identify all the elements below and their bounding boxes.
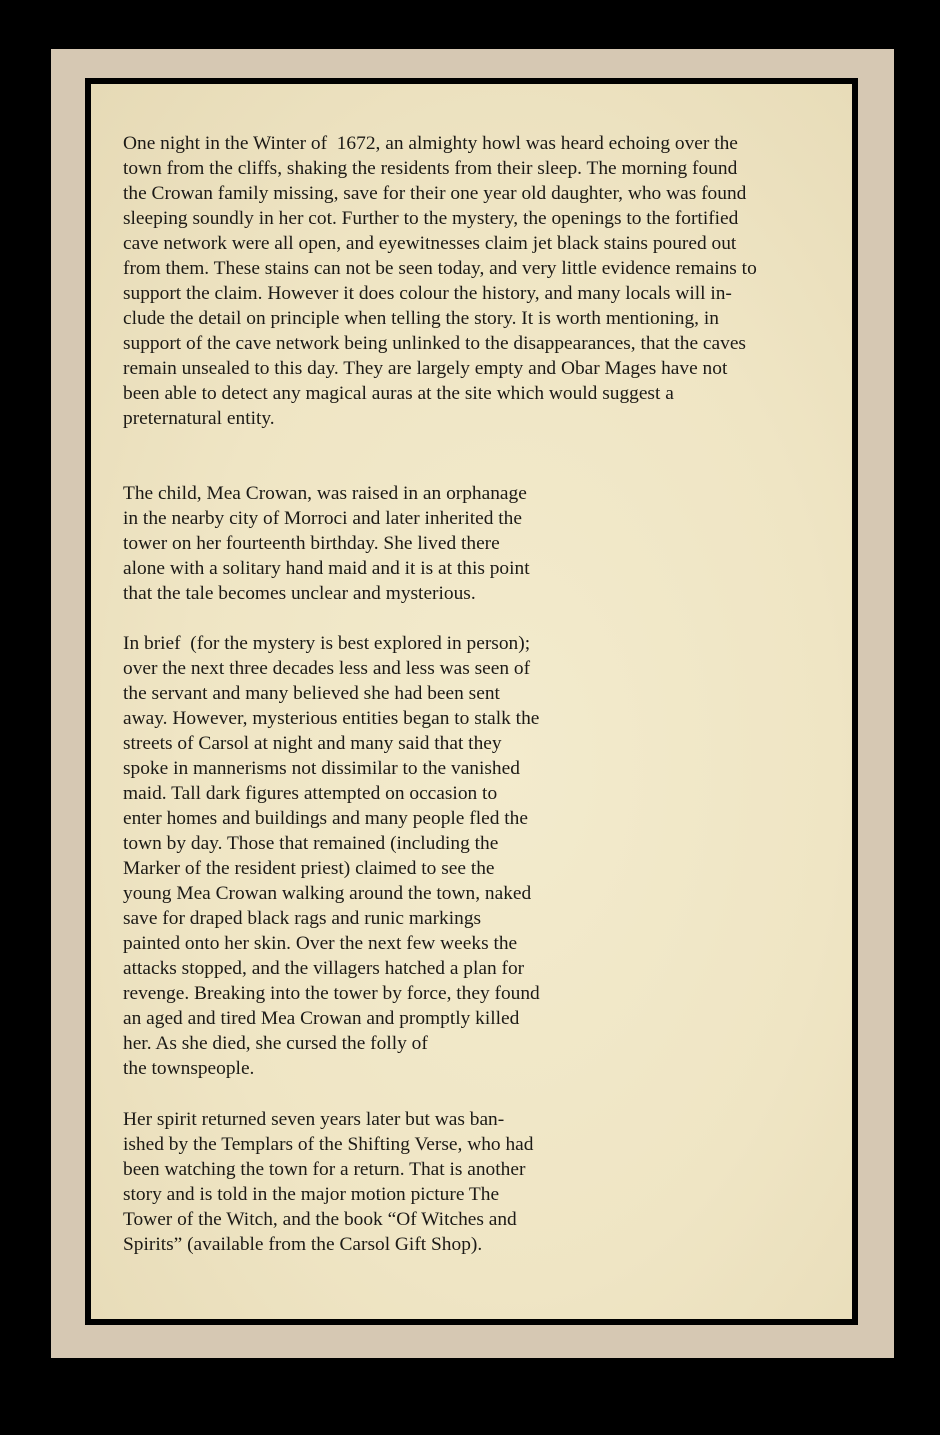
paragraph-mea-crowan: The child, Mea Crowan, was raised in an orphanage in the nearby city of Morroci and later inherited the tower on her fourteenth birthday. She lived there alone with a solitary hand maid and it is at this point that the tale becomes unclear and mysterious. [123,483,530,604]
paragraph-in-brief: In brief (for the mystery is best explored in person); over the next three decades less and less was seen of the servant and many believed she had been sent away. However, mysterious entities began to stalk the streets of Carsol at night and many said that they spoke in mannerisms not dissimilar to the vanished maid. Tall dark figures attempted on occasion to enter homes and buildings and many people fled the town by day. Those that remained (including the Marker of the resident priest) claimed to see the young Mea Crowan walking around the town, naked save for draped black rags and runic markings painted onto her skin. Over the next few weeks the attacks stopped, and the villagers hatched a plan for revenge. Breaking into the tower by force, they found an aged and tired Mea Crowan and promptly killed her. As she died, she cursed the folly of the townspeople. [123,633,540,1079]
paragraph-curse-night: One night in the Winter of 1672, an almighty howl was heard echoing over the town from the cliffs, shaking the residents from their sleep. The morning found the Crowan family missing, save for their one year old daughter, who was found sleeping soundly in her cot. Further to the mystery, the openings to the fortified cave network were all open, and eyewitnesses claim jet black stains poured out from them. These stains can not be seen today, and very little evidence remains to support the claim. However it does colour the history, and many locals will in- clude the detail on principle when telling the story. It is worth mentioning, in support of the cave network being unlinked to the disappearances, that the caves remain unsealed to this day. They are largely empty and Obar Mages have not been able to detect any magical auras at the site which would suggest a preternatural entity. [123,133,757,429]
paragraph-spirit-returned: Her spirit returned seven years later but was ban- ished by the Templars of the Shifting Verse, who had been watching the town for a return. That is another story and is told in the major motion picture The Tower of the Witch, and the book “Of Witches and Spirits” (available from the Carsol Gift Shop). [123,1109,534,1255]
